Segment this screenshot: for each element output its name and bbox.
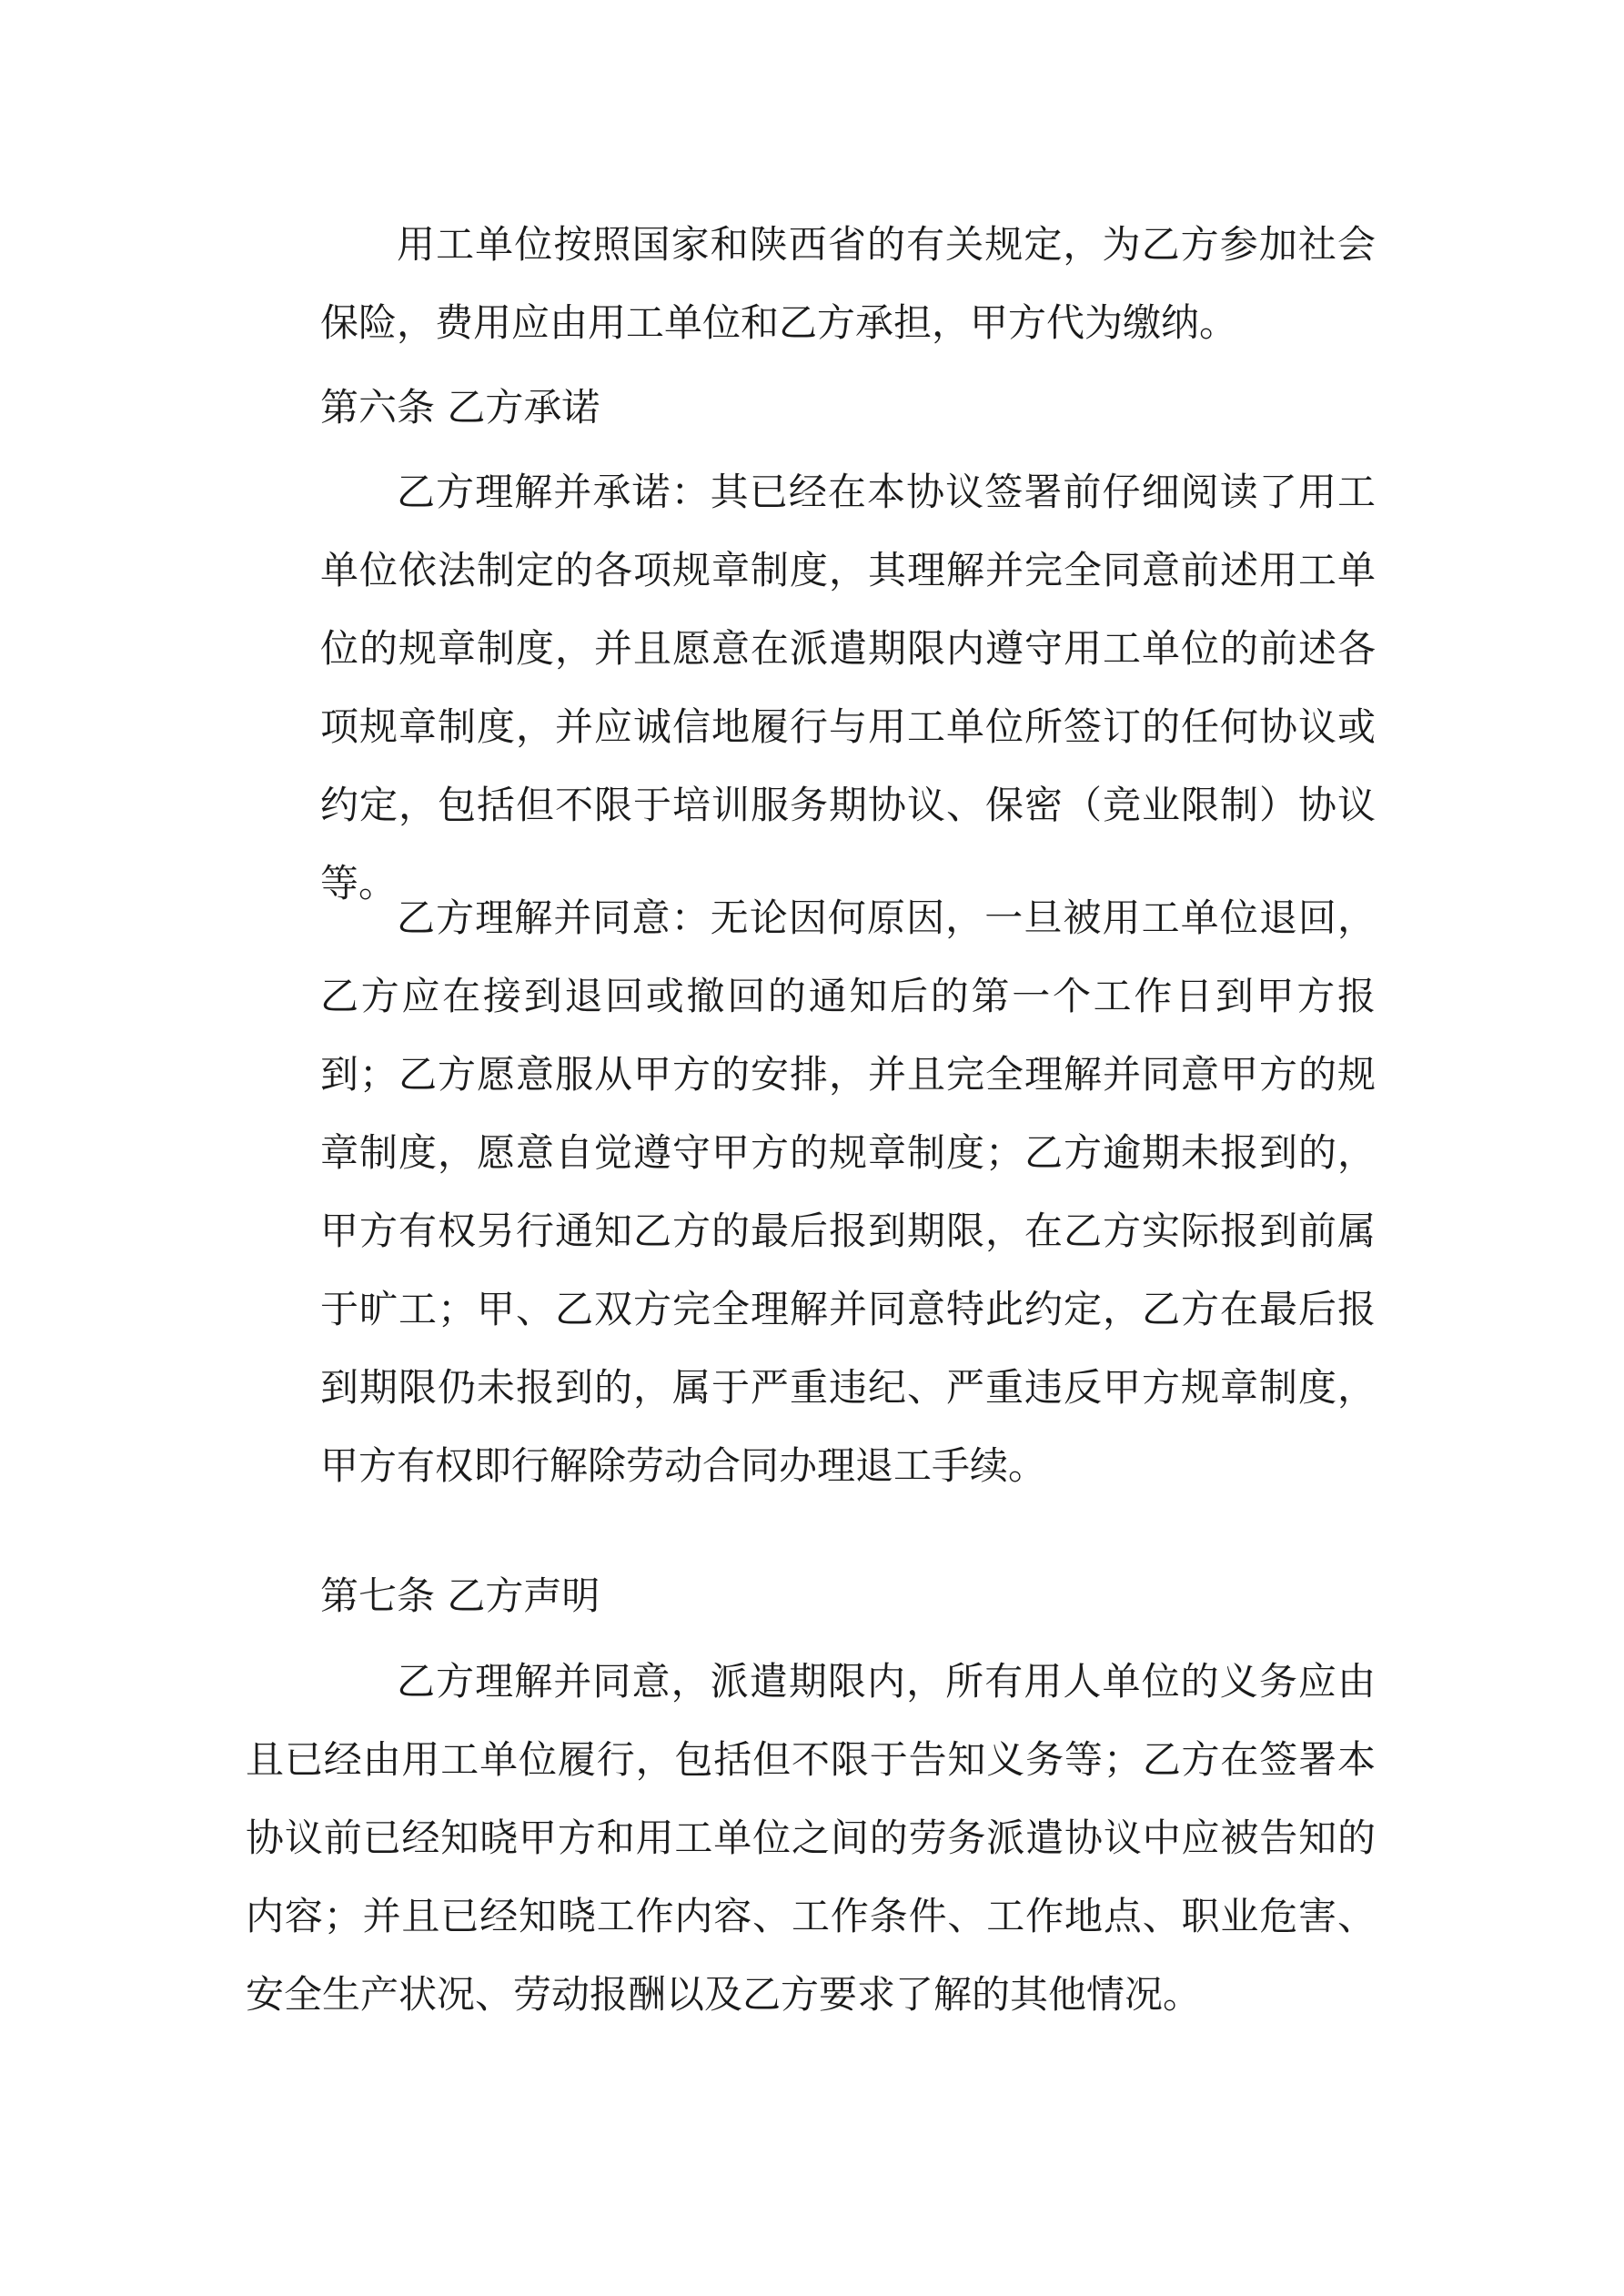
article-7-heading: 第七条 乙方声明 — [320, 1573, 600, 1618]
article-7-paragraph-declaration: 乙方理解并同意，派遣期限内，所有用人单位的义务应由且已经由用工单位履行，包括但不限于告知义务等；乙方在签署本协议前已经知晓甲方和用工单位之间的劳务派遣协议中应被告知的内容；并且已经知晓工作内容、工作条件、工作地点、职业危害、安全生产状况、劳动报酬以及乙方要求了解的其他情况。 — [246, 1659, 1376, 2017]
article-6-paragraph-return: 乙方理解并同意：无论因何原因，一旦被用工单位退回，乙方应在接到退回或撤回的通知后的第一个工作日到甲方报到；乙方愿意服从甲方的安排，并且完全理解并同意甲方的规章制度，愿意自觉遵守甲方的规章制度；乙方逾期未报到的，甲方有权另行通知乙方的最后报到期限，在乙方实际报到前属于旷工；甲、乙双方完全理解并同意特此约定，乙方在最后报到期限仍未报到的，属于严重违纪、严重违反甲方规章制度，甲方有权即行解除劳动合同办理退工手续。 — [320, 895, 1376, 1488]
paragraph-social-insurance: 用工单位按照国家和陕西省的有关规定，为乙方参加社会保险，费用应由用工单位和乙方承担，甲方代为缴纳。 — [320, 222, 1376, 345]
article-6-paragraph-commitment: 乙方理解并承诺：其已经在本协议签署前仔细阅读了用工单位依法制定的各项规章制度，其理解并完全同意前述用工单位的规章制度，并且愿意在派遣期限内遵守用工单位的前述各项规章制度，并应诚信地履行与用工单位所签订的任何协议或约定，包括但不限于培训服务期协议、保密（竞业限制）协议等。 — [320, 470, 1376, 905]
article-6-heading: 第六条 乙方承诺 — [320, 385, 600, 430]
